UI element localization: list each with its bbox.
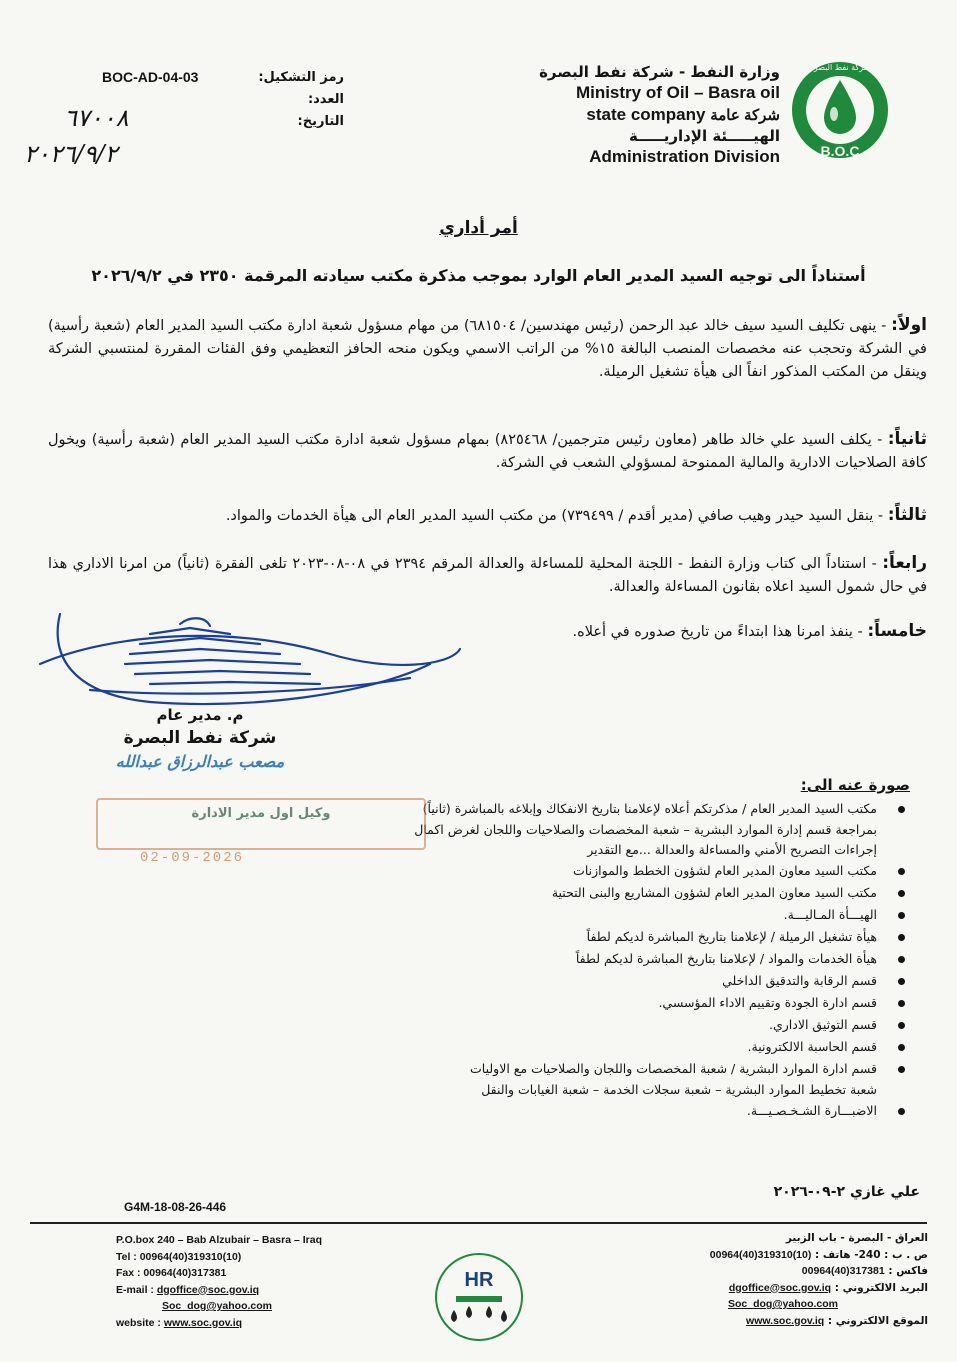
bullet-icon	[898, 934, 905, 941]
footer-email-en: E-mail : dgoffice@soc.gov.iq	[116, 1283, 260, 1296]
paragraph-text: - استناداً الى كتاب وزارة النفط - اللجنة المحلية للمساءلة والعدالة المرقم ٢٣٩٤ في ٠٨-٠٨-٢٠٢٣ تلغى الفقرة (ثانياً) من امرنا الاداري هذا في حال شمول السيد اعلاه بقانون المساءلة والعدالة.	[48, 556, 927, 595]
form-code-label: رمز التشكيل:	[258, 69, 344, 85]
company-line	[500, 104, 780, 126]
list-item: مكتب السيد المدير العام / مذكرتكم أعلاه لإعلامنا بتاريخ الانفكاك وإبلاغه بالمباشرة (ثانياً)	[60, 798, 877, 820]
footer-fax-en: Fax : 00964(40)317381	[116, 1267, 227, 1279]
list-item: قسم التوثيق الاداري.	[60, 1014, 877, 1036]
website-link[interactable]: www.soc.gov.iq	[163, 1316, 243, 1329]
form-code: BOC-AD-04-03	[102, 69, 199, 85]
footer-address-ar: العراق - البصرة - باب الزبير	[785, 1232, 928, 1244]
handwritten-date: ٢٠٢٦/٩/٢	[24, 140, 118, 168]
paragraph-text: - ينقل السيد حيدر وهيب صافي (مدير أقدم / ٧٣٩٤٩٩) من مكتب السيد المدير العام الى هيأة الخدمات والمواد.	[225, 508, 888, 524]
paragraph-second	[48, 428, 927, 475]
stamp-date: 02-09-2026	[140, 850, 245, 866]
order-intro: أستناداً الى توجيه السيد المدير العام الوارد بموجب مذكرة مكتب سيادته المرقمة ٢٣٥٠ في ٢٠٢٦/٩/٢	[91, 266, 866, 285]
list-item: هيأة الخدمات والمواد / لإعلامنا بتاريخ المباشرة لديكم لطفاً	[60, 948, 877, 970]
list-item: قسم ادارة الجودة وتقييم الاداء المؤسسي.	[60, 992, 877, 1014]
footer-address-en: P.O.box 240 – Bab Alzubair – Basra – Iraq	[116, 1234, 323, 1246]
signatory-name: مصعب عبدالرزاق عبدالله	[115, 752, 285, 771]
list-item: مكتب السيد معاون المدير العام لشؤون المشاريع والبنى التحتية	[60, 882, 877, 904]
svg-text:B.O.C: B.O.C	[820, 143, 860, 159]
footer-website-en: website : www.soc.gov.iq	[116, 1316, 243, 1329]
paragraph-lead: ثانياً:	[887, 429, 927, 449]
paragraph-first	[48, 314, 927, 384]
author-line: علي غازي ٢-٠٩-٢٠٢٦	[773, 1184, 920, 1200]
signatory-company: شركة نفط البصرة	[123, 728, 277, 748]
list-item: قسم ادارة الموارد البشرية / شعبة المخصصات واللجان والصلاحيات مع الاوليات	[60, 1058, 877, 1080]
ministry-ar: وزارة النفط - شركة نفط البصرة	[539, 63, 780, 81]
paragraph-third	[48, 504, 927, 528]
footer-fax-ar: فاكس : 00964(40)317381	[801, 1265, 928, 1277]
division-ar: الهيـــــئة الإداريـــــة	[628, 127, 780, 145]
list-item: إجراءات التصريح الأمني والمساءلة والعدالة ...مع التقدير	[587, 842, 877, 857]
number-label: العدد:	[307, 91, 344, 107]
copy-to-heading: صورة عنه الى:	[800, 776, 910, 794]
paragraph-lead: ثالثاً:	[887, 505, 927, 525]
paragraph-text: - ينفذ امرنا هذا ابتداءً من تاريخ صدوره في أعلاه.	[572, 624, 868, 640]
footer-tel-en: Tel : 00964(40)319310(10)	[116, 1250, 242, 1263]
bullet-icon	[898, 890, 905, 897]
paragraph-lead: رابعاً:	[882, 553, 927, 573]
document-number: G4M-18-08-26-446	[124, 1200, 227, 1214]
hr-logo	[434, 1248, 524, 1346]
signatory-title: م. مدير عام	[156, 706, 244, 724]
ministry-header	[500, 62, 780, 168]
paragraph-text: - يكلف السيد علي خالد طاهر (معاون رئيس مترجمين/ ٨٢٥٤٦٨) بمهام مسؤول شعبة ادارة مكتب السيد المدير العام (شعبة رأسية) ويخول كافة الصلاحيات الادارية والمالية الممنوحة لمسؤولي الشعب في الشركة.	[48, 432, 927, 471]
bullet-icon	[898, 912, 905, 919]
paragraph-fourth	[48, 552, 927, 599]
list-item: بمراجعة قسم إدارة الموارد البشرية – شعبة المخصصات والصلاحيات واللجان لغرض اكمال	[414, 822, 877, 837]
list-item: قسم الحاسبة الالكترونية.	[60, 1036, 877, 1058]
signature-scribble	[30, 594, 470, 714]
footer-left	[116, 1232, 322, 1331]
svg-text:HR: HR	[464, 1269, 494, 1291]
list-item: هيأة تشغيل الرميلة / لإعلامنا بتاريخ المباشرة لديكم لطفاً	[60, 926, 877, 948]
footer-right	[660, 1230, 928, 1329]
bullet-icon	[898, 956, 905, 963]
bullet-icon	[898, 1044, 905, 1051]
list-item: شعبة تخطيط الموارد البشرية – شعبة سجلات الخدمة – شعبة الغيابات والنقل	[481, 1082, 877, 1097]
paragraph-lead: خامساً:	[867, 621, 927, 641]
ministry-en: Ministry of Oil – Basra oil	[575, 83, 780, 102]
paragraph-lead: اولاً:	[891, 315, 927, 335]
footer-email-ar: البريد الالكتروني : dgoffice@soc.gov.iq	[728, 1281, 928, 1294]
email-link[interactable]: dgoffice@soc.gov.iq	[728, 1281, 832, 1294]
company-ar: شركة عامة	[710, 107, 780, 124]
bullet-icon	[898, 806, 905, 813]
paragraph-text: - ينهى تكليف السيد سيف خالد عبد الرحمن (رئيس مهندسين/ ٦٨١٥٠٤) من مهام مسؤول شعبة ادارة مكتب السيد المدير العام (شعبة رأسية) في الشركة وتحجب عنه مخصصات المنصب البالغة ١٥% من الراتب الاسمي ويكون منحه الحافز التعظيمي وفق الفئات المقررة لمنتسبي الشركة وينقل من المكتب المذكور انفاً الى هيأة تشغيل الرميلة.	[48, 318, 927, 380]
footer-website-ar: الموقع الالكتروني : www.soc.gov.iq	[746, 1314, 928, 1327]
bullet-icon	[898, 1108, 905, 1115]
company-en: state company	[586, 105, 706, 124]
email-link[interactable]: dgoffice@soc.gov.iq	[156, 1283, 260, 1296]
list-item: الهيـــأة المـاليـــة.	[60, 904, 877, 926]
division-en: Administration Division	[589, 147, 780, 166]
date-label: التاريخ:	[297, 113, 344, 129]
list-item: مكتب السيد معاون المدير العام لشؤون الخطط والموازنات	[60, 860, 877, 882]
form-code-row	[24, 66, 344, 88]
website-link[interactable]: www.soc.gov.iq	[746, 1314, 825, 1327]
svg-text:شركة نفط البصرة: شركة نفط البصرة	[809, 63, 871, 72]
order-title: أمر أداري	[439, 218, 518, 238]
bullet-icon	[898, 1066, 905, 1073]
email-link[interactable]: Soc_dog@yahoo.com	[162, 1300, 273, 1312]
footer-pobox-ar: ص . ب : 240- هاتف : 00964(40)319310(10)	[709, 1248, 928, 1261]
list-item: قسم الرقابة والتدقيق الداخلي	[60, 970, 877, 992]
bullet-icon	[898, 978, 905, 985]
email-link[interactable]: Soc_dog@yahoo.com	[727, 1298, 838, 1310]
signature-block	[80, 706, 320, 771]
boc-logo	[788, 48, 892, 176]
bullet-icon	[898, 1022, 905, 1029]
received-stamp: وكيل اول مدير الادارة	[96, 798, 426, 850]
bullet-icon	[898, 1000, 905, 1007]
bullet-icon	[898, 868, 905, 875]
list-item: الاضبـــارة الشـخـصـيـــة.	[60, 1100, 877, 1122]
handwritten-number: ٦٧٠٠٨	[64, 104, 129, 132]
footer-divider	[30, 1222, 927, 1224]
